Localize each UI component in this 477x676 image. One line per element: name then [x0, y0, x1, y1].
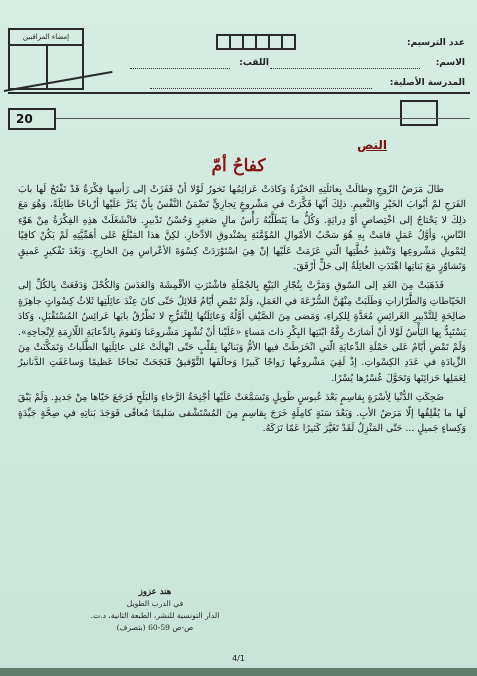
paragraph: ضَحِكَتِ الدُّنْيا لِأسْرَةٍ بِقاسِمٍ بَعْدَ عُبوسٍ طَويلٍ وَتَسَمَّعَتْ عَلَيْها أجْنِحَةُ الرَّخاءِ وَالبَلَحِ فَرَجَعَ حَيّاها مِنْ جَديدٍ. وَلَمْ يَبْقَ لَها ما يُقْلِقُها إلّا مَرَضُ الأبِ. وَبَعْدَ سَنَةٍ كامِلَةٍ خَرَجَ بِقاسِمٍ مِنَ المُسْتَشْفى سَليمًا مُعافًى فَوَجَدَ بَناتِهِ في صِحَّةٍ جَيِّدَةٍ وَكِساءٍ جَميلٍ ... حَتّى المَنْزِلُ لَقَدْ تَغَيَّرَ كَثيرًا عَمّا تَرَكَهُ.: [18, 392, 466, 435]
page-number: 4/1: [232, 654, 245, 663]
source-author: هند عزوز: [138, 587, 172, 597]
name-label: الاسم:: [435, 58, 465, 68]
text-title: كفاحُ أمّ: [211, 156, 266, 176]
surname-label: اللقب:: [239, 58, 269, 68]
reg-number-label: عدد الترسيم:: [406, 38, 465, 48]
text-body: [18, 182, 466, 441]
signature-label: إمضاء المراقبين: [10, 30, 82, 46]
surname-field[interactable]: [130, 68, 230, 69]
score-box: [8, 108, 56, 130]
score-value: 20: [16, 112, 33, 126]
signature-box: [8, 28, 84, 90]
section-label: النص: [357, 138, 387, 152]
page-bottom-edge: [0, 668, 477, 676]
paragraph: طالَ مَرَضُ الزّوجِ وطالَتْ بِعائلَتِهِ الحَيْرَةُ وَكادَتْ عَزائِمُها تَخورُ لَوْلا أنْ قَفَزَتْ إلى رَأسِها فِكْرَةٌ قَدْ تَفْتَحُ لَها بابَ الفَرَجِ لمْ أبْوابَ الخَيْرِ وَالنَّعيمِ. ذلِكَ أنّها فَكَّرَتْ في مَشْروعٍ تِجارِيٍّ تَضْمَنُ النَّفْسُ بِأنْ يَدُرَّ عَلَيْها أرْباحًا طائِلَةً، وَهُوَ مَعَ ذلِكَ لا يَحْتاجُ إلى اخْتِصاصٍ أوْ دِرايَةٍ. وَكُلُّ ما يَتَطَلَّبُهُ رَأْسُ مالٍ صَغيرٍ وَحُسْنُ تَدْبيرٍ. فانْشَغَلَتْ هذِهِ الفِكْرَةُ مِنْ هَوْءِ النّاسِ، وَأوَّلُ عَمَلٍ قامَتْ بِهِ هُوَ سَحْبُ الأمْوالِ المُؤَمَّنَةِ بِصُنْدوقِ الادِّخارِ. لكِنَّ هذا المَبْلَغَ عَلى أهَمِّيَّتِهِ لَمْ يَكُنْ كافِيًا لِتَمْويلِ مَشْروعِها وَتَنْفيذِ خُطَّتِها الّتي عَزَمَتْ عَلَيْها إنْ هِيَ اسْتَوْرَدَتْ كِسْوَةَ الأعْراسِ مِنَ الخارِجِ. وَبَعْدَ تَفْكيرٍ عَميقٍ وَتَشاوُرٍ مَعَ بَناتِها اهْتَدَتِ العائِلَةُ إلى حَلٍّ أرْفَقَ.: [18, 184, 466, 273]
header-divider: [8, 92, 470, 94]
code-box[interactable]: [400, 100, 438, 126]
name-field[interactable]: [270, 68, 420, 69]
source-reference: [70, 586, 240, 634]
school-field[interactable]: [150, 88, 372, 89]
score-line: [56, 118, 470, 119]
source-book: في الدرب الطويل: [126, 599, 184, 608]
school-label: المدرسة الأصلية:: [389, 78, 465, 88]
reg-number-cells[interactable]: [218, 34, 296, 50]
source-publisher: الدار التونسية للنشر، الطبعة الثانية، د.ت.: [90, 611, 220, 620]
source-pages: ص-ص 59-60 (بتصرف): [116, 623, 194, 632]
paragraph: فَذَهَبَتْ مِنَ الغَدِ إلى السّوقِ وَمَرَّتْ بِتُجّارِ البَيْعِ بِالجُمْلَةِ فاشْتَرَتِ الأقْمِشَةَ وَالعَدَسَ وَالكُحْلَ وَدَفَعَتْ بِالكُلِّ إلى الخَيّاطاتِ وَالطَّرّازاتِ وَطَلَبَتْ مِنْهُنَّ السُّرْعَةَ في العَمَلِ، وَلَمْ تَمْضِ أيّامٌ قَلائِلُ حَتّى كانَ عِنْدَ عائِلَتِها ثَلاثُ كِسْواتٍ جاهِزَةٍ صالِحَةٍ لِلتَّدْبيرِ الغَرائِسِ مُعَدَّةٍ لِلكِراءِ، وَمَضى مِنَ الصَّيْفِ أوَّلُهُ وَعائِلَتُها لِلتَّفَرُّجِ لا تَطْرُقُ بابَها عَرائِسُ المُسْتَقْبَلِ، وَكادَ يَسْتَبِدُّ بِها اليَأْسُ لَوْلا أنْ أشارَتْ رِقَّةُ ابْنَتِها البِكْرِ ذاتَ مَساءٍ «عَلَيْنا أنْ نُشْهِرَ مَشْروعَنا وَنَقومَ بِالدِّعايَةِ اللّازِمَةِ لِإنْجاحِهِ». وَلَمْ تَمْضِ أيّامٌ عَلى حَمْلَةِ الدِّعايَةِ الّتي انْخَرَطَتْ فيها الأمُّ وَبَناتُها بِقَلْبٍ حَتّى انْهالَتْ عَلى عائِلَتِها الطَّلَباتُ وَتَمَكَّنَتْ مِنَ الزِّيادَةِ في عَدَدِ الكِسْواتِ. إذْ لَقِيَ مَشْروعُها رَواجًا كَبيرًا وَحالَفَها التَّوْفيقُ فَنَجَحَتْ نَجاحًا عَظيمًا وَساعَفَتِ الدَّنانيرُ لِعَمَلِها حَزائِنَها وَتَحَوَّلَ عُسْرُها يُسْرًا.: [18, 280, 466, 384]
